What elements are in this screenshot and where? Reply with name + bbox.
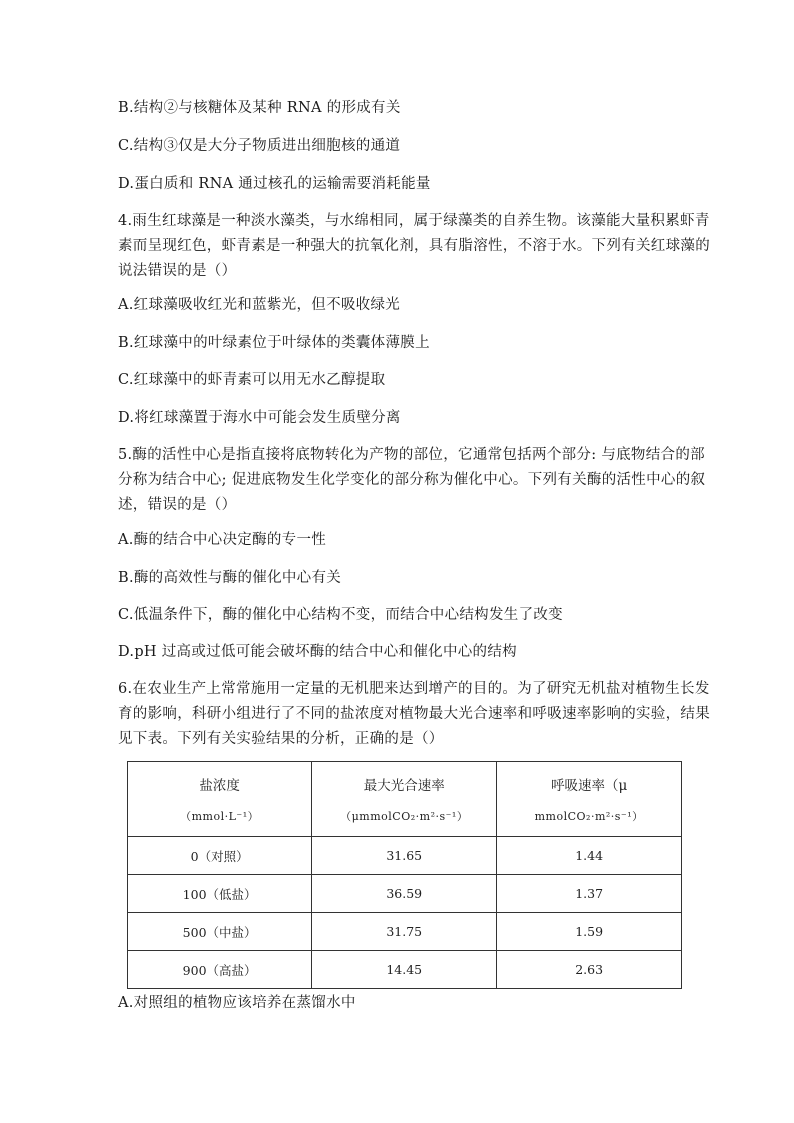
header-title: 最大光合速率 (363, 778, 445, 794)
q5-option-c: C.低温条件下，酶的催化中心结构不变，而结合中心结构发生了改变 (118, 607, 563, 623)
header-cell-photosynthesis (312, 762, 497, 837)
header-unit: （mmol·L⁻¹） (180, 810, 260, 823)
q4-stem-line-3: 说法错误的是（） (118, 263, 237, 279)
q4-option-d: D.将红球藻置于海水中可能会发生质壁分离 (118, 410, 401, 426)
table-cell: 500（中盐） (128, 913, 312, 951)
q6-stem-line-2: 育的影响，科研小组进行了不同的盐浓度对植物最大光合速率和呼吸速率影响的实验，结果 (118, 706, 710, 722)
table-cell: 31.65 (312, 837, 497, 875)
q6-stem-line-3: 见下表。下列有关实验结果的分析，正确的是（） (118, 731, 444, 747)
q4-stem-line-1: 4.雨生红球藻是一种淡水藻类，与水绵相同，属于绿藻类的自养生物。该藻能大量积累虾青 (118, 213, 710, 229)
header-title: 呼吸速率（μ (550, 778, 628, 794)
table-row (128, 913, 682, 951)
header-cell-respiration (497, 762, 682, 837)
q4-option-a: A.红球藻吸收红光和蓝紫光，但不吸收绿光 (118, 297, 401, 313)
table-cell: 31.75 (312, 913, 497, 951)
q5-option-a: A.酶的结合中心决定酶的专一性 (118, 532, 327, 548)
q4-stem-line-2: 素而呈现红色，虾青素是一种强大的抗氧化剂，具有脂溶性，不溶于水。下列有关红球藻的 (118, 238, 710, 254)
q5-stem-line-2: 分称为结合中心; 促进底物发生化学变化的部分称为催化中心。下列有关酶的活性中心的叙 (118, 472, 706, 488)
table-cell: 0（对照） (128, 837, 312, 875)
q5-stem-line-3: 述，错误的是（） (118, 497, 237, 513)
q3-option-c: C.结构③仅是大分子物质进出细胞核的通道 (118, 138, 401, 154)
q4-option-b: B.红球藻中的叶绿素位于叶绿体的类囊体薄膜上 (118, 335, 430, 351)
header-title: 盐浓度 (199, 778, 240, 794)
q6-stem-line-1: 6.在农业生产上常常施用一定量的无机肥来达到增产的目的。为了研究无机盐对植物生长发 (118, 681, 710, 697)
q5-option-b: B.酶的高效性与酶的催化中心有关 (118, 570, 342, 586)
q5-stem-line-1: 5.酶的活性中心是指直接将底物转化为产物的部位，它通常包括两个部分: 与底物结合的部 (118, 447, 705, 463)
table-row (128, 875, 682, 913)
table-cell: 100（低盐） (128, 875, 312, 913)
table-cell: 1.37 (497, 875, 682, 913)
table-cell: 1.44 (497, 837, 682, 875)
q5-option-d: D.pH 过高或过低可能会破坏酶的结合中心和催化中心的结构 (118, 644, 517, 660)
table-row (128, 951, 682, 989)
table-cell: 36.59 (312, 875, 497, 913)
q3-option-b: B.结构②与核糖体及某种 RNA 的形成有关 (118, 100, 401, 116)
table-cell: 900（高盐） (128, 951, 312, 989)
results-table (127, 761, 682, 989)
table-cell: 1.59 (497, 913, 682, 951)
q6-option-a: A.对照组的植物应该培养在蒸馏水中 (118, 995, 356, 1011)
header-cell-salt (128, 762, 312, 837)
table-header-row (128, 762, 682, 837)
table-row (128, 837, 682, 875)
header-unit: mmolCO₂·m²·s⁻¹） (534, 810, 644, 823)
q3-option-d: D.蛋白质和 RNA 通过核孔的运输需要消耗能量 (118, 176, 431, 192)
header-unit: （μmmolCO₂·m²·s⁻¹） (340, 810, 469, 823)
q4-option-c: C.红球藻中的虾青素可以用无水乙醇提取 (118, 372, 386, 388)
table-cell: 2.63 (497, 951, 682, 989)
table-cell: 14.45 (312, 951, 497, 989)
